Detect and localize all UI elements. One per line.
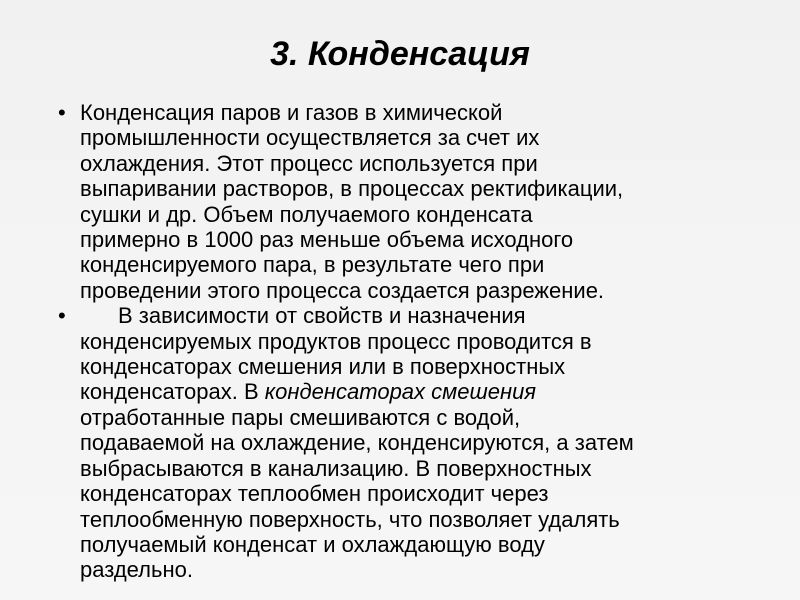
text-line: промышленности осуществляется за счет их	[80, 125, 540, 151]
text-line: охлаждения. Этот процесс используется при	[80, 150, 538, 176]
text-line: выпаривании растворов, в процессах ректификации,	[80, 176, 624, 202]
text-line: подаваемой на охлаждение, конденсируются, а затем	[80, 430, 634, 456]
text-line: примерно в 1000 раз меньше объема исходного	[80, 227, 574, 253]
text-line: раздельно.	[80, 557, 193, 583]
bullet-marker: •	[58, 303, 66, 329]
text-line: проведении этого процесса создается разрежение.	[80, 277, 605, 303]
text-line: Конденсация паров и газов в химической	[80, 100, 503, 125]
text-line: сушки и др. Объем получаемого конденсата	[80, 201, 533, 227]
text-line: конденсаторах смешения или в поверхностных	[80, 354, 566, 380]
text-line: выбрасываются в канализацию. В поверхностных	[80, 455, 592, 481]
slide-title: 3. Конденсация	[270, 35, 530, 73]
text-line	[80, 379, 788, 404]
text-line: отработанные пары смешиваются с водой,	[80, 404, 521, 430]
text-fragment: конденсаторах. В	[80, 379, 265, 405]
text-fragment: В зависимости от свойств и назначения	[118, 303, 526, 329]
bullet-list	[58, 100, 788, 583]
text-line	[80, 303, 788, 328]
text-line: конденсируемого пара, в результате чего при	[80, 252, 545, 278]
text-line: конденсируемых продуктов процесс проводится в	[80, 328, 592, 354]
bullet-item-2	[58, 303, 788, 582]
emphasized-term: конденсаторах смешения	[264, 379, 537, 405]
bullet-marker: •	[58, 100, 66, 125]
text-line: конденсаторах теплообмен происходит через	[80, 481, 549, 507]
text-line: получаемый конденсат и охлаждающую воду	[80, 531, 545, 557]
text-line: теплообменную поверхность, что позволяет удалять	[80, 506, 620, 532]
bullet-item-1	[58, 100, 788, 303]
